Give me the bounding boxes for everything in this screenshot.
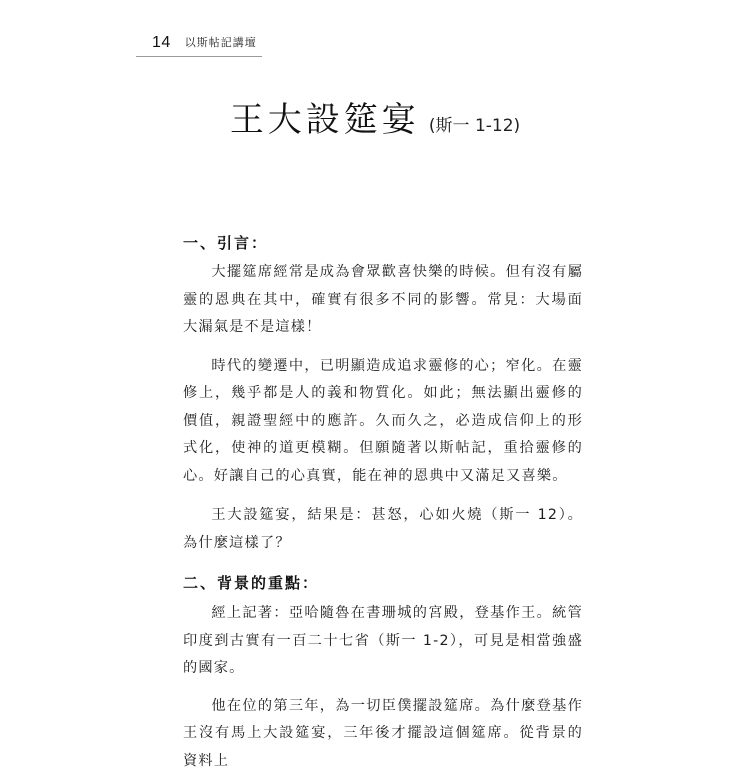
section-heading-introduction: 一、引言： bbox=[183, 228, 583, 258]
running-header bbox=[136, 34, 262, 57]
paragraph: 時代的變遷中，已明顯造成追求靈修的心；窄化。在靈修上，幾乎都是人的義和物質化。如此；無法顯出靈修的價值，親證聖經中的應許。久而久之，必造成信仰上的形式化，使神的道更模糊。但願隨著以斯帖記，重拾靈修的心。好讓自己的心真實，能在神的恩典中又滿足又喜樂。 bbox=[183, 353, 583, 491]
paragraph: 大擺筵席經常是成為會眾歡喜快樂的時候。但有沒有屬靈的恩典在其中，確實有很多不同的影響。常見：大場面大漏氣是不是這樣！ bbox=[183, 259, 583, 342]
page-number: 14 bbox=[152, 34, 171, 52]
chapter-scripture-reference: (斯一 1-12) bbox=[429, 116, 520, 136]
chapter-title bbox=[0, 92, 750, 141]
body-text bbox=[183, 228, 583, 775]
paragraph: 王大設筵宴，結果是：甚怒，心如火燒（斯一 12）。為什麼這樣了？ bbox=[183, 502, 583, 557]
chapter-title-text: 王大設筵宴 bbox=[230, 100, 420, 140]
book-title: 以斯帖記講壇 bbox=[185, 34, 257, 52]
section-heading-background: 二、背景的重點： bbox=[183, 568, 583, 598]
paragraph: 經上記著：亞哈隨魯在書珊城的宮殿，登基作王。統管印度到古實有一百二十七省（斯一 1-2），可見是相當強盛的國家。 bbox=[183, 600, 583, 683]
paragraph: 他在位的第三年，為一切臣僕擺設筵席。為什麼登基作王沒有馬上大設筵宴，三年後才擺設這個筵席。從背景的資料上 bbox=[183, 693, 583, 775]
